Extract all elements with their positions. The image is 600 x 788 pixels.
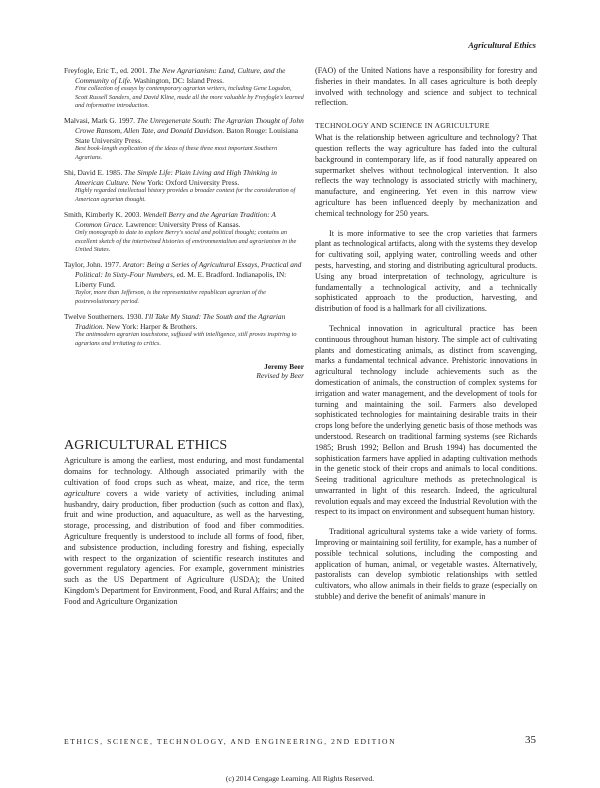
intro-text-end: covers a wide variety of activities, including animal husbandry, dairy production, fiber production (such as cotton and flax), fruit and wine production, and aquaculture, as well as the harvesting, storage, processing, and distribution of food and fiber commodities. Agriculture frequently is understood to include all forms of food, fiber, and subsistence production, including forestry and fishing, especially with respect to the organization of scientific research institutes and government regulatory agencies. For example, government ministries such as the US Department of Agriculture (USDA); the United Kingdom's Department for Environment, Food, and Rural Affairs; and the Food and Agriculture Organization bbox=[64, 488, 304, 606]
paragraph-3: Technical innovation in agricultural practice has been continuous throughout human history. The simple act of cultivating plants and domesticating animals, as distinct from scavenging, marks a fundamental technical advance. Prehistoric innovations in agricultural technology include achievements such as the domestication of animals, the construction of complex systems for irrigation and water management, and the development of tools for turning and maintaining the soil. Farmers also developed sophisticated technologies for maintaining desirable traits in their crops long before the underlying genetic basis of those methods was understood. Research on traditional farming systems (see Richards 1985; Brush 1992; Bellon and Brush 1994) has documented the sophistication farmers have applied in adapting cultivation methods in the genetic stock of their crops and animals to local conditions. Seeing traditional agriculture methods as pretechnological is unwarranted in light of this research. Indeed, the agricultural revolution equals and may exceed the Industrial Revolution with the respect to its impact on environment and subsequent human history. bbox=[315, 323, 537, 517]
reference-annotation: Highly regarded intellectual history provides a broader context for the consideration of American agrarian thought. bbox=[75, 187, 296, 203]
reference-publisher: New York: Oxford University Press. bbox=[129, 177, 240, 187]
left-column bbox=[64, 66, 304, 608]
reference-author-year: Taylor, John. 1977. bbox=[64, 260, 123, 270]
reference-annotation: Taylor, more than Jefferson, is the representative republican agrarian of the postrevolutionary period. bbox=[75, 289, 266, 305]
reference-annotation: Only monograph to date to explore Berry's social and political thought; contains an excellent sketch of the intertwined histories of environmentalism and agrarianism in the United States. bbox=[75, 229, 297, 253]
running-head: Agricultural Ethics bbox=[468, 40, 536, 50]
reference-publisher: New York: Harper & Brothers. bbox=[104, 321, 198, 331]
reference-citation bbox=[64, 210, 304, 229]
reference-entry bbox=[64, 168, 304, 204]
reference-annotation: Best book-length explication of the ideas of these three most important Southern Agrarians. bbox=[75, 145, 278, 161]
reference-entry bbox=[64, 260, 304, 306]
reference-citation bbox=[64, 168, 304, 187]
reference-citation bbox=[64, 116, 304, 145]
reference-publisher: Baton Rouge: Louisiana State University Press. bbox=[75, 126, 299, 145]
reference-citation bbox=[64, 312, 304, 331]
article-intro-paragraph bbox=[64, 456, 304, 607]
reference-entry bbox=[64, 210, 304, 254]
paragraph-4: Traditional agricultural systems take a wide variety of forms. Improving or maintaining soil fertility, for example, has a number of possible technical solutions, including the composting and application of human, animal, or vegetable wastes. Alternatively, pastoralists can develop symbiotic relationships with settled cultivators, who allow animals in their fields to graze (especially on stubble) and derive the benefit of animals' manure in bbox=[315, 527, 537, 602]
footer-book-title: ETHICS, SCIENCE, TECHNOLOGY, AND ENGINEERING, 2ND EDITION bbox=[64, 737, 397, 746]
article-title: AGRICULTURAL ETHICS bbox=[64, 438, 228, 454]
reference-publisher: Washington, DC: Island Press. bbox=[131, 75, 224, 85]
reference-author-year: Freyfogle, Eric T., ed. 2001. bbox=[64, 66, 150, 75]
reference-author-year: Shi, David E. 1985. bbox=[64, 168, 125, 177]
reference-annotation: The antimodern agrarian touchstone, suffused with intelligence, still proves inspiring to agrarians and irritating to critics. bbox=[75, 331, 297, 347]
reference-author-year: Malvasi, Mark G. 1997. bbox=[64, 116, 137, 126]
reference-list bbox=[64, 66, 304, 348]
reference-author-year: Smith, Kimberly K. 2003. bbox=[64, 210, 144, 219]
signature-name: Jeremy Beer bbox=[264, 362, 304, 371]
reference-citation bbox=[64, 66, 304, 85]
reference-publisher: Lawrence: University Press of Kansas. bbox=[123, 219, 241, 229]
reference-entry bbox=[64, 66, 304, 110]
intro-emphasis: agriculture bbox=[64, 488, 101, 498]
right-column bbox=[315, 66, 537, 603]
author-signature bbox=[64, 362, 304, 380]
reference-annotation: Fine collection of essays by contemporary agrarian writers, including Gene Logsdon, Scott Russell Sanders, and David Kline, made all the more valuable by Freyfogle's learned and informative introduction. bbox=[75, 85, 304, 109]
reference-author-year: Twelve Southerners. 1930. bbox=[64, 312, 145, 321]
reference-title: Arator: Being a Series of Agricultural Essays, Practical and Political: In Sixty-Four Numbers, bbox=[75, 260, 302, 279]
reference-publisher: ed. M. E. Bradford. Indianapolis, IN: Liberty Fund. bbox=[75, 270, 287, 289]
intro-continuation: (FAO) of the United Nations have a responsibility for forestry and fisheries in their mandates. In all cases agriculture is both deeply involved with technology and science and subject to technical reflection. bbox=[315, 66, 537, 108]
reference-title: The Simple Life: Plain Living and High Thinking in American Culture. bbox=[75, 168, 277, 187]
reference-entry bbox=[64, 312, 304, 348]
reference-title: The Unregenerate South: The Agrarian Thought of John Crowe Ransom, Allen Tate, and Donald Davidson. bbox=[75, 116, 304, 135]
reference-title: I'll Take My Stand: The South and the Agrarian Tradition. bbox=[75, 312, 286, 331]
reference-title: The New Agrarianism: Land, Culture, and the Community of Life. bbox=[75, 66, 286, 85]
reference-citation bbox=[64, 260, 304, 289]
page-number: 35 bbox=[525, 734, 536, 746]
copyright-notice: (c) 2014 Cengage Learning. All Rights Reserved. bbox=[225, 774, 375, 783]
paragraph-2: It is more informative to see the crop varieties that farmers plant as technological artifacts, along with the systems they develop for cultivating soil, applying water, controlling weeds and other pests, harvesting, and storing and distributing agricultural products. Using any broad interpretation of technology, agriculture is fundamentally a technological activity, and a technically sophisticated approach to the production, harvesting, and distribution of food is a hallmark for all civilizations. bbox=[315, 228, 537, 314]
section-heading: TECHNOLOGY AND SCIENCE IN AGRICULTURE bbox=[315, 121, 490, 131]
signature-role: Revised by Beer bbox=[256, 371, 304, 381]
reference-title: Wendell Berry and the Agrarian Tradition: A Common Grace. bbox=[75, 210, 276, 229]
paragraph-1: What is the relationship between agriculture and technology? That question reflects the way agriculture has faded into the cultural background in contemporary life, as if food naturally appeared on supermarket shelves without technological intervention. It also reflects the way technology is associated strictly with machinery, manufacture, and engineering. Yet even in this narrow view agriculture has been influenced deeply by mechanization and chemical technology for 250 years. bbox=[315, 133, 537, 218]
reference-entry bbox=[64, 116, 304, 162]
intro-text-start: Agriculture is among the earliest, most enduring, and most fundamental domains for technology. Although associated primarily with the cultivation of food crops such as wheat, maize, and rice, the term bbox=[64, 456, 304, 487]
